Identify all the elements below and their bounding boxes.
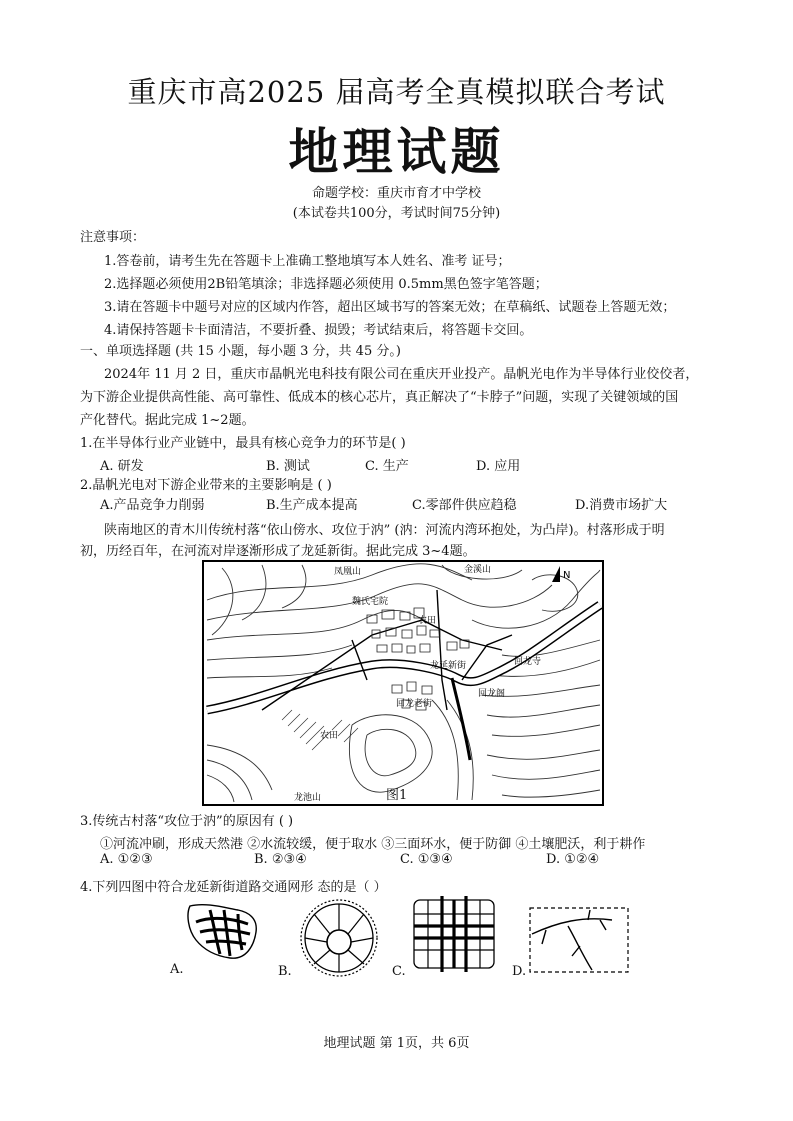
passage-line: 初，历经百年，在河流对岸逐渐形成了龙延新街。据此完成 3~4题。 xyxy=(80,544,476,559)
map-label: 回龙寺 xyxy=(514,657,542,667)
section-heading: 一、单项选择题 (共 15 小题，每小题 3 分，共 45 分。) xyxy=(80,344,401,359)
q1-option-d: D. 应用 xyxy=(476,459,521,474)
question-1-stem: 1.在半导体行业产业链中，最具有核心竞争力的环节是( ) xyxy=(80,436,406,451)
note-item: 2.选择题必须使用2B铅笔填涂；非选择题必须使用 0.5mm黑色签字笔答题； xyxy=(104,277,548,292)
note-item: 3.请在答题卡中题号对应的区域内作答，超出区域书写的答案无效；在草稿纸、试题卷上答题无效； xyxy=(104,300,676,315)
subject-title: 地理试题 xyxy=(288,122,505,181)
map-label: 龙延新街 xyxy=(430,661,467,671)
map-label: 农田 xyxy=(320,731,339,741)
map-label: 魏氏宅院 xyxy=(352,597,389,607)
note-item: 1.答卷前，请考生先在答题卡上准确工整地填写本人姓名、准考 证号； xyxy=(104,254,511,269)
map-caption: 图1 xyxy=(386,788,408,803)
passage-line: 为下游企业提供高性能、高可靠性、低成本的核心芯片，真正解决了“卡脖子”问题，实现了关键领域的国 xyxy=(80,390,679,405)
map-label: 龙池山 xyxy=(294,793,322,803)
passage-line: 陕南地区的青木川传统村落“依山傍水、攻位于汭” (汭：河流内湾环抱处，为凸岸)。村落形成于明 xyxy=(104,523,665,538)
exam-title: 重庆市高2025 届高考全真模拟联合考试 xyxy=(127,75,666,109)
school-line: 命题学校：重庆市育才中学校 xyxy=(311,186,481,201)
page-footer: 地理试题 第 1页，共 6页 xyxy=(323,1036,470,1051)
q4-option-c: C. xyxy=(392,964,406,979)
map-label: 凤凰山 xyxy=(334,567,362,577)
q2-option-d: D.消费市场扩大 xyxy=(575,498,668,513)
passage-line: 产化替代。据此完成 1~2题。 xyxy=(80,413,255,428)
village-map xyxy=(202,560,604,806)
q1-option-a: A. 研发 xyxy=(100,459,144,474)
q3-reasons: ①河流冲刷，形成天然港 ②水流较缓，便于取水 ③三面环水，便于防御 ④土壤肥沃，利于耕作 xyxy=(100,837,646,852)
q4-diagram-c xyxy=(410,894,498,974)
q2-option-c: C.零部件供应趋稳 xyxy=(412,498,517,513)
question-4-stem: 4.下列四图中符合龙延新街道路交通网形 态的是（ ） xyxy=(80,880,387,895)
q1-option-c: C. 生产 xyxy=(365,459,409,474)
q4-diagram-a xyxy=(186,900,266,964)
q2-option-a: A.产品竞争力削弱 xyxy=(100,498,205,513)
q4-diagram-b xyxy=(296,898,382,978)
q4-option-a: A. xyxy=(170,962,184,977)
map-label: 回龙阁 xyxy=(478,689,506,699)
q3-option-b: B. ②③④ xyxy=(254,852,307,867)
note-item: 4.请保持答题卡卡面清洁，不要折叠、损毁；考试结束后，将答题卡交回。 xyxy=(104,323,533,338)
question-2-stem: 2.晶帆光电对下游企业带来的主要影响是 ( ) xyxy=(80,478,332,493)
map-label: 金溪山 xyxy=(464,565,492,575)
q1-option-b: B. 测试 xyxy=(266,459,310,474)
passage-line: 2024年 11 月 2 日，重庆市晶帆光电科技有限公司在重庆开业投产。晶帆光电作为半导体行业佼佼者， xyxy=(104,367,699,382)
map-north-label: N xyxy=(563,570,571,581)
q3-option-a: A. ①②③ xyxy=(100,852,153,867)
q3-option-d: D. ①②④ xyxy=(546,852,600,867)
q2-option-b: B.生产成本提高 xyxy=(266,498,358,513)
question-3-stem: 3.传统古村落“攻位于汭”的原因有 ( ) xyxy=(80,814,294,829)
q4-option-d: D. xyxy=(512,964,527,979)
q4-diagram-d xyxy=(528,904,632,976)
notes-heading: 注意事项： xyxy=(80,230,146,245)
q4-option-b: B. xyxy=(278,964,292,979)
q3-option-c: C. ①③④ xyxy=(400,852,453,867)
map-label: 农田 xyxy=(418,616,437,626)
map-label: 回龙老街 xyxy=(396,699,433,709)
exam-info: (本试卷共100分，考试时间75分钟) xyxy=(292,206,501,221)
